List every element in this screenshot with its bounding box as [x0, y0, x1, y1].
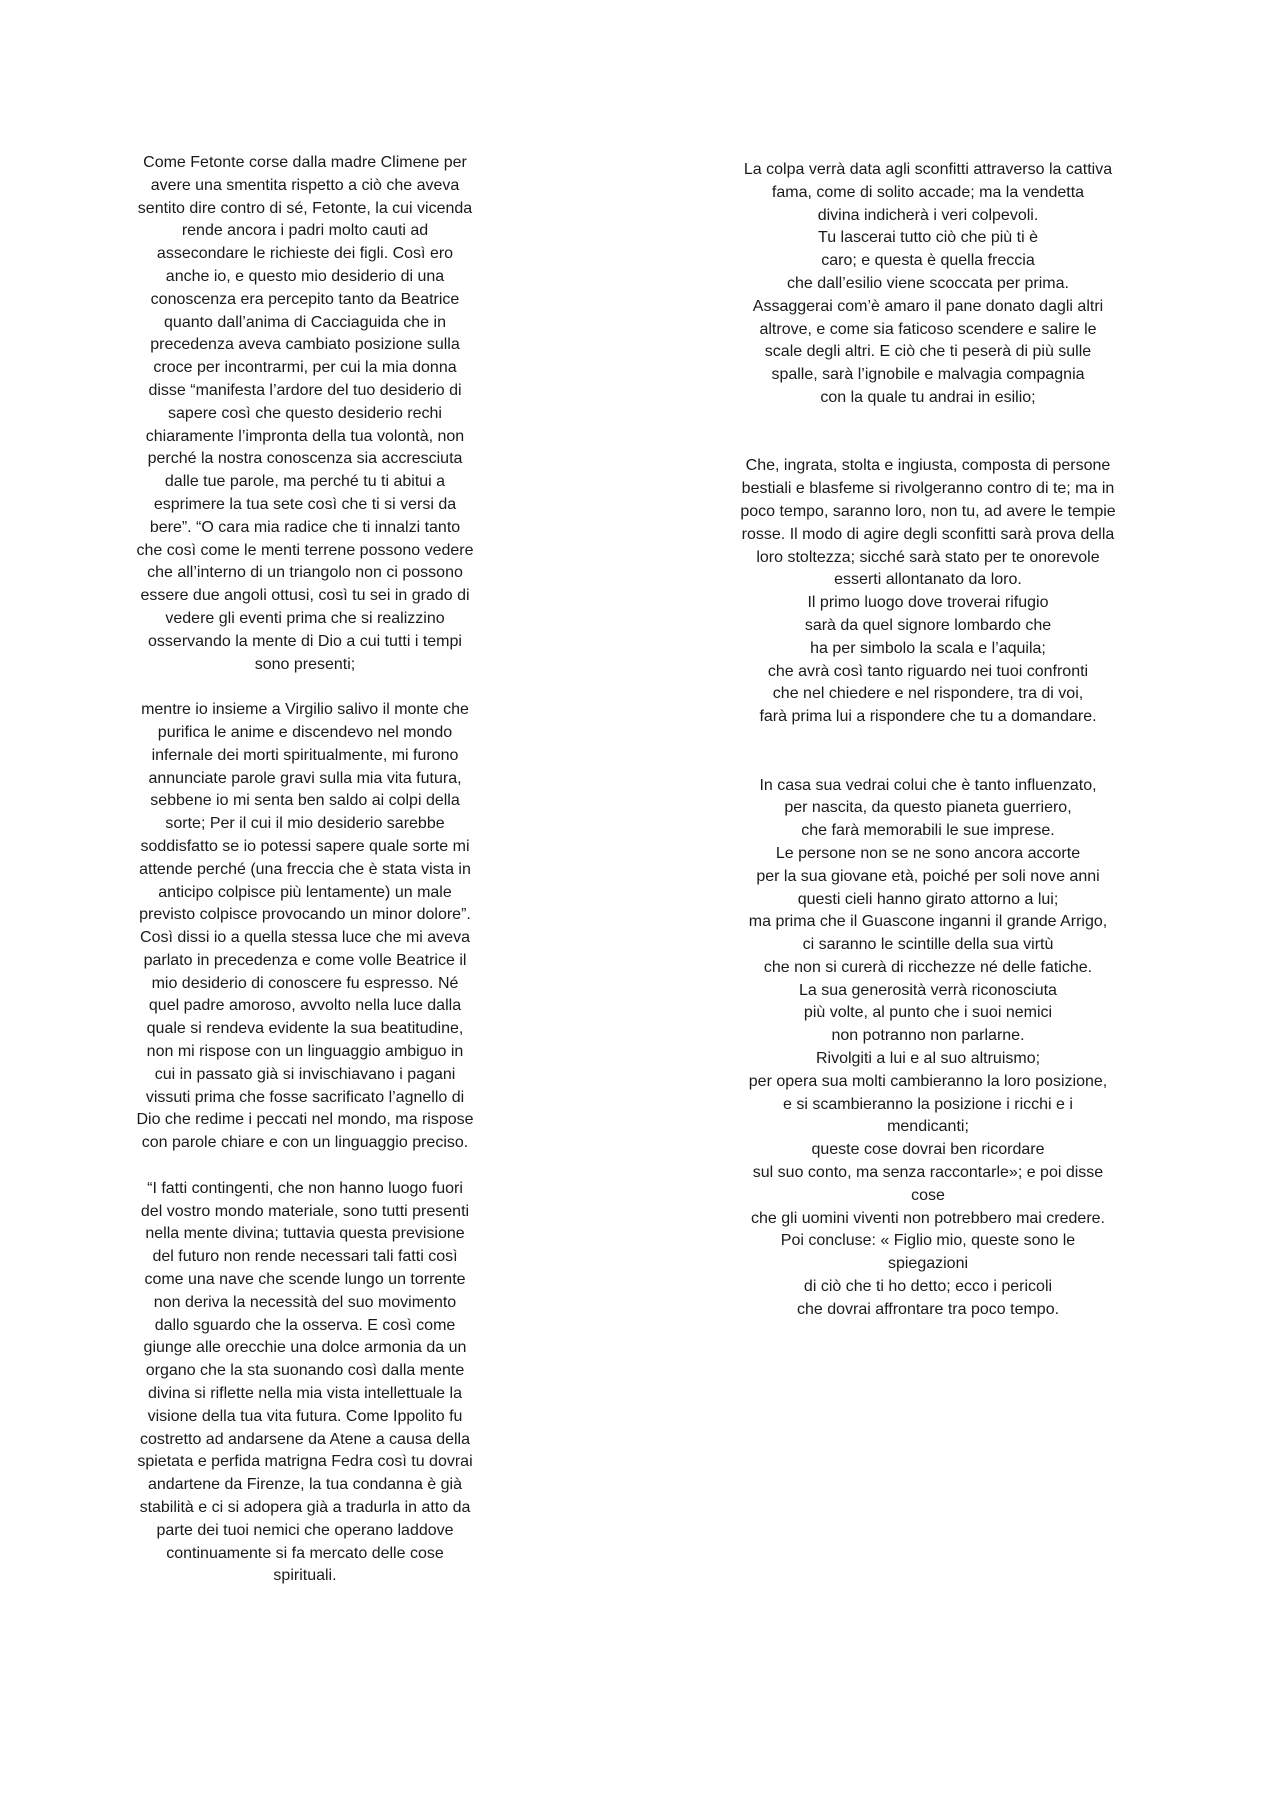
paragraph-spacer [120, 1155, 490, 1178]
left-text-column [120, 152, 490, 1588]
right-paragraph-1: La colpa verrà data agli sconfitti attraverso la cattiva fama, come di solito accade; ma la vendetta divina indicherà i veri colpevoli. Tu lascerai tutto ciò che più ti è caro; e questa è quella freccia che dall’esilio viene scoccata per prima. Assaggerai com’è amaro il pane donato dagli altri altrove, e come sia faticoso scendere e salire le scale degli altri. E ciò che ti peserà di più sulle spalle, sarà l’ignobile e malvagia compagnia con la quale tu andrai in esilio; [743, 161, 1113, 406]
right-paragraph-2: Che, ingrata, stolta e ingiusta, composta di persone bestiali e blasfeme si rivolgeranno contro di te; ma in poco tempo, saranno loro, non tu, ad avere le tempie rosse. Il modo di agire degli sconfitti sarà prova della loro stoltezza; sicché sarà stato per te onorevole esserti allontanato da loro. Il primo luogo dove troverai rifugio sarà da quel signore lombardo che ha per simbolo la scala e l’aquila; che avrà così tanto riguardo nei tuoi confronti che nel chiedere e nel rispondere, tra di voi, farà prima lui a rispondere che tu a domandare. [740, 457, 1116, 726]
paragraph-spacer [120, 676, 490, 699]
left-paragraph-3: “I fatti contingenti, che non hanno luogo fuori del vostro mondo materiale, sono tutti presenti nella mente divina; tuttavia questa previsione del futuro non rende necessari tali fatti così come una nave che scende lungo un torrente non deriva la necessità del suo movimento dallo sguardo che la osserva. E così come giunge alle orecchie una dolce armonia da un organo che la sta suonando così dalla mente divina si riflette nella mia vista intellettuale la visione della tua vita futura. Come Ippolito fu costretto ad andarsene da Atene a causa della spietata e perfida matrigna Fedra così tu dovrai andartene da Firenze, la tua condanna è già stabilità e ci si adopera già a tradurla in atto da parte dei tuoi nemici che operano laddove continuamente si fa mercato delle cose spirituali. [137, 1179, 473, 1585]
left-paragraph-1: Come Fetonte corse dalla madre Climene per avere una smentita rispetto a ciò che aveva sentito dire contro di sé, Fetonte, la cui vicenda rende ancora i padri molto cauti ad assecondare le richieste dei figli. Così ero anche io, e questo mio desiderio di una conoscenza era percepito tanto da Beatrice quanto dall’anima di Cacciaguida che in precedenza aveva cambiato posizione sulla croce per incontrarmi, per cui la mia donna disse “manifesta l’ardore del tuo desiderio di sapere così che questo desiderio rechi chiaramente l’impronta della tua volontà, non perché la nostra conoscenza sia accresciuta dalle tue parole, ma perché tu ti abitui a esprimere la tua sete così che ti si versi da bere”. “O cara mia radice che ti innalzi tanto che così come le menti terrene possono vedere che all’interno di un triangolo non ci possono essere due angoli ottusi, così tu sei in grado di vedere gli eventi prima che si realizzino osservando la mente di Dio a cui tutti i tempi sono presenti; [136, 154, 474, 673]
right-paragraph-3: In casa sua vedrai colui che è tanto influenzato, per nascita, da questo pianeta guerriero, che farà memorabili le sue imprese. Le persone non se ne sono ancora accorte per la sua giovane età, poiché per soli nove anni questi cieli hanno girato attorno a lui; ma prima che il Guascone inganni il grande Arrigo, ci saranno le scintille della sua virtù che non si curerà di ricchezze né delle fatiche. La sua generosità verrà riconosciuta più volte, al punto che i suoi nemici non potranno non parlarne. Rivolgiti a lui e al suo altruismo; per opera sua molti cambieranno la loro posizione, e si scambieranno la posizione i ricchi e i mendicanti; queste cose dovrai ben ricordare sul suo conto, ma senza raccontarle»; e poi disse cose che gli uomini viventi non potrebbero mai credere. Poi concluse: « Figlio mio, queste sono le spiegazioni di ciò che ti ho detto; ecco i pericoli che dovrai affrontare tra poco tempo. [748, 776, 1108, 1318]
right-text-column [718, 159, 1138, 1322]
paragraph-spacer [718, 410, 1138, 456]
left-paragraph-2: mentre io insieme a Virgilio salivo il monte che purifica le anime e discendevo nel mondo infernale dei morti spiritualmente, mi furono annunciate parole gravi sulla mia vita futura, sebbene io mi senta ben saldo ai colpi della sorte; Per il cui il mio desiderio sarebbe soddisfatto se io potessi sapere quale sorte mi attende perché (una freccia che è stata vista in anticipo colpisce più lentamente) un male previsto colpisce provocando un minor dolore”. Così dissi io a quella stessa luce che mi aveva parlato in precedenza e come volle Beatrice il mio desiderio di conoscere fu espresso. Né quel padre amoroso, avvolto nella luce dalla quale si rendeva evidente la sua beatitudine, non mi rispose con un linguaggio ambiguo in cui in passato già si invischiavano i pagani vissuti prima che fosse sacrificato l’agnello di Dio che redime i peccati nel mondo, ma rispose con parole chiare e con un linguaggio preciso. [136, 701, 474, 1152]
paragraph-spacer [718, 729, 1138, 775]
